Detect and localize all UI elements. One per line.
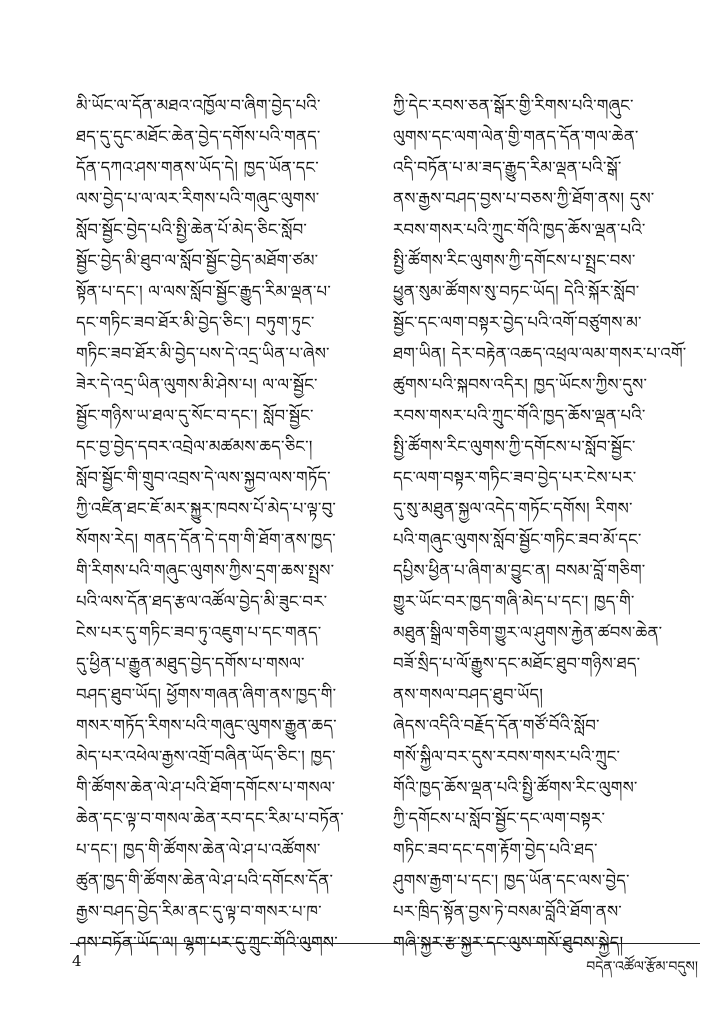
text-line: ཀྱི་དེང་རབས་ཅན་སྒོར་གྱི་རིགས་པའི་གཞུང་ — [393, 96, 634, 115]
text-line: གྱུར་ཡོང་བར་ཁྱད་གཞི་མེད་པ་དང་། ཁྱད་གི་ — [393, 592, 635, 611]
text-line: སྦྱོང་དང་ལག་བསྟར་བྱེད་པའི་འགོ་བཙུགས་མ་ — [393, 313, 642, 332]
text-line: མེད་པར་འཕེལ་རྒྱས་འགྲོ་བཞིན་ཡོད་ཅིང་། ཁྱད་ — [76, 747, 336, 766]
text-line: མཐུན་སྒྲིལ་གཅིག་གྱུར་ལ་ཤུགས་རྐྱེན་ཚབས་ཆེན་ — [393, 623, 663, 642]
text-line: མི་ཡོང་ལ་དོན་མཐའ་འཁྱོལ་བ་ཞིག་བྱེད་པའི་ — [76, 96, 321, 115]
text-line: དང་ལག་བསྟར་གཏིང་ཟབ་བྱེད་པར་ངེས་པར་ — [393, 468, 637, 487]
text-line: ཐད་དུ་དུང་མཐོང་ཆེན་བྱེད་དགོས་པའི་གནད་ — [76, 127, 321, 146]
text-line: འདི་བཏོན་པ་མ་ཟད་རྒྱུད་རིམ་ལྡན་པའི་སྒོ་ — [393, 158, 622, 177]
text-line: ནས་གསལ་བཤད་ཐུབ་ཡོད། — [393, 685, 544, 704]
text-line: ཀྱི་དགོངས་པ་སློབ་སྦྱོང་དང་ལག་བསྟར་ — [393, 809, 606, 828]
text-line: ཞེདས་འདིའི་བརྗོད་དོན་གཙོ་བོའི་སློབ་ — [393, 716, 600, 735]
text-line: དང་བྱ་བྱེད་དབར་འབྲེལ་མཚམས་ཆད་ཅིང་། — [76, 437, 313, 456]
text-line: ལུགས་དང་ལག་ལེན་གྱི་གནད་དོན་གལ་ཆེན་ — [393, 127, 639, 146]
text-line: བཟོ་སྲིད་པ་ལོ་རྒྱུས་དང་མཐོང་ཐུབ་གཉིས་ཐད་ — [393, 654, 641, 673]
text-line: པར་ཁྲིད་སྟོན་བྱས་ཏེ་བསམ་བློའི་ཐོག་ནས་ — [393, 902, 622, 921]
text-line: ཟེར་དེ་འདྲ་ཡིན་ལུགས་མི་ཤེས་པ། ལ་ལ་སྦྱོང་ — [76, 375, 318, 394]
text-line: སྤྱི་ཚོགས་རིང་ལུགས་ཀྱི་དགོངས་པ་སྤྲང་བས་ — [393, 251, 636, 270]
text-line: དུ་སུ་མཐུན་སྐྱལ་འདེད་གཏོང་དགོས། རིགས་ — [393, 499, 633, 518]
text-line: གསར་གཏོད་རིགས་པའི་གཞུང་ལུགས་རྒྱུན་ཆད་ — [76, 716, 337, 735]
text-line: ཚུགས་པའི་སྐབས་འདིར། ཁྱད་ཡོངས་ཀྱིས་དུས་ — [393, 375, 648, 394]
text-line: དཔྱིས་ཕྱིན་པ་ཞིག་མ་བྱུང་ན། བསམ་བློ་གཅིག་ — [393, 561, 646, 580]
text-line: རབས་གསར་པའི་ཀྲུང་གོའི་ཁྱད་ཆོས་ལྡན་པའི་ — [393, 220, 646, 239]
text-line: དུ་ཕྱིན་པ་རྒྱུན་མཐུད་བྱེད་དགོས་པ་གསལ་ — [76, 654, 305, 673]
text-line: སྦྱོང་བྱེད་མི་ཐུབ་ལ་སློབ་སྦྱོང་བྱེད་མཐོག་ཙམ་ — [76, 251, 319, 270]
text-line: དང་གཏིང་ཟབ་ཐོར་མི་བྱེད་ཅིང་། བཏུག་ཏུང་ — [76, 313, 315, 332]
text-line: བཤད་ཐུབ་ཡོད། ཕྱོགས་གཞན་ཞིག་ནས་ཁྱད་གི་ — [76, 685, 337, 704]
text-line: དོན་དཀའ་ཤས་གནས་ཡོད་དེ། ཁྱད་ཡོན་དང་ — [76, 158, 319, 177]
text-line: རབས་གསར་པའི་ཀྲུང་གོའི་ཁྱད་ཆོས་ལྡན་པའི་ — [393, 406, 646, 425]
text-line: གཏིང་ཟབ་དང་དག་རྟོག་བྱེད་པའི་ཐད་ — [393, 840, 598, 859]
text-line: ཐག་ཡིན། དེར་བརྟེན་འཆད་འཕྲལ་ལམ་གསར་པ་འགོ་ — [393, 344, 687, 363]
text-line: སློབ་སྦྱོང་གི་གྲུབ་འབྲས་དེ་ལས་སྐྱབ་ལས་གཏོད་ — [76, 468, 331, 487]
text-line: གསོ་སྐྱིལ་བར་དུས་རབས་གསར་པའི་ཀྲུང་ — [393, 747, 621, 766]
text-line: སོགས་རེད། གནད་དོན་དེ་དག་གི་ཐོག་ནས་ཁྱད་ — [76, 530, 336, 549]
text-line: སློབ་སྦྱོང་བྱེད་པའི་སྤྱི་ཆེན་པོ་མེད་ཅིང་སློབ་ — [76, 220, 308, 239]
text-line: ཚུན་ཁྱད་གི་ཚོགས་ཆེན་ལེ་ཤ་པའི་དགོངས་དོན་ — [76, 871, 334, 890]
text-line: སྟོན་པ་དང་། ལ་ལས་སློབ་སྦྱོང་རྒྱུད་རིམ་ལྡན་པ་ — [76, 282, 331, 301]
text-line: གི་ཚོགས་ཆེན་ལེ་ཤ་པའི་ཐོག་དགོངས་པ་གསལ་ — [76, 778, 336, 797]
text-line: ཤས་བཏོན་ཡོད་ལ། ལྷག་པར་དུ་ཀྲུང་གོའི་ལུགས་ — [76, 933, 338, 952]
page-number: 4 — [72, 952, 82, 970]
text-line: གཞི་སྐྱར་རྩ་སྐྱར་དང་ལུས་གསོ་ཐུབས་སྐྱེད། — [393, 933, 624, 952]
text-line: ཀྱི་འཛིན་ཐང་ཇོ་མར་སྐྱུར་ཁབས་པོ་མེད་པ་ལྟ་བུ་ — [76, 499, 337, 518]
footer-rule — [70, 943, 700, 944]
right-text-column — [393, 90, 693, 958]
text-line: གོའི་ཁྱད་ཆོས་ལྡན་པའི་སྤྱི་ཚོགས་རིང་ལུགས་ — [393, 778, 638, 797]
text-line: ལས་བྱེད་པ་ལ་ལར་རིགས་པའི་གཞུང་ལུགས་ — [76, 189, 320, 208]
text-line: ནས་རྒྱས་བཤད་བྱས་པ་བཅས་ཀྱི་ཐོག་ནས། དུས་ — [393, 189, 655, 208]
text-line: གི་རིགས་པའི་གཞུང་ལུགས་ཀྱིས་དྲག་ཆས་སྤྲས་ — [76, 561, 335, 580]
text-line: ངེས་པར་དུ་གཏིང་ཟབ་ཏུ་འཇུག་པ་དང་གནད་ — [76, 623, 322, 642]
text-line: རྒྱས་བཤད་བྱེད་རིམ་ནང་དུ་ལྟ་བ་གསར་པ་ཁ་ — [76, 902, 322, 921]
text-line: ཤུགས་རྒྱག་པ་དང་། ཁྱད་ཡོན་དང་ལས་བྱེད་ — [393, 871, 630, 890]
text-line: གཏིང་ཟབ་ཐོར་མི་བྱེད་པས་དེ་འདྲ་ཡིན་པ་ཞེས་ — [76, 344, 330, 363]
left-text-column — [76, 90, 376, 958]
running-footer-title: བདེན་འཚོལ་རྩོམ་བདུས། — [586, 959, 698, 975]
text-line: ཆེན་དང་ལྟ་བ་གསལ་ཆེན་རབ་དང་རིམ་པ་བཏོན་ — [76, 809, 344, 828]
text-line: ཕྱུན་སུམ་ཚོགས་སུ་བཏང་ཡོད། དེའི་སྐོར་སློབ་ — [393, 282, 640, 301]
text-line: སྤྱི་ཚོགས་རིང་ལུགས་ཀྱི་དགོངས་པ་སློབ་སྦྱོང་ — [393, 437, 636, 456]
text-line: པ་དང་། ཁྱད་གི་ཚོགས་ཆེན་ལེ་ཤ་པ་འཚོགས་ — [76, 840, 321, 859]
text-line: པའི་ལས་དོན་ཐད་རྩལ་འཚོལ་བྱེད་མི་ཟུང་བར་ — [76, 592, 328, 611]
text-line: སྦྱོང་གཉིས་ཡ་ཐལ་དུ་སོང་བ་དང་། སློབ་སྦྱོང་ — [76, 406, 314, 425]
text-line: པའི་གཞུང་ལུགས་སློབ་སྦྱོང་གཏིང་ཟབ་མོ་དང་ — [393, 530, 642, 549]
